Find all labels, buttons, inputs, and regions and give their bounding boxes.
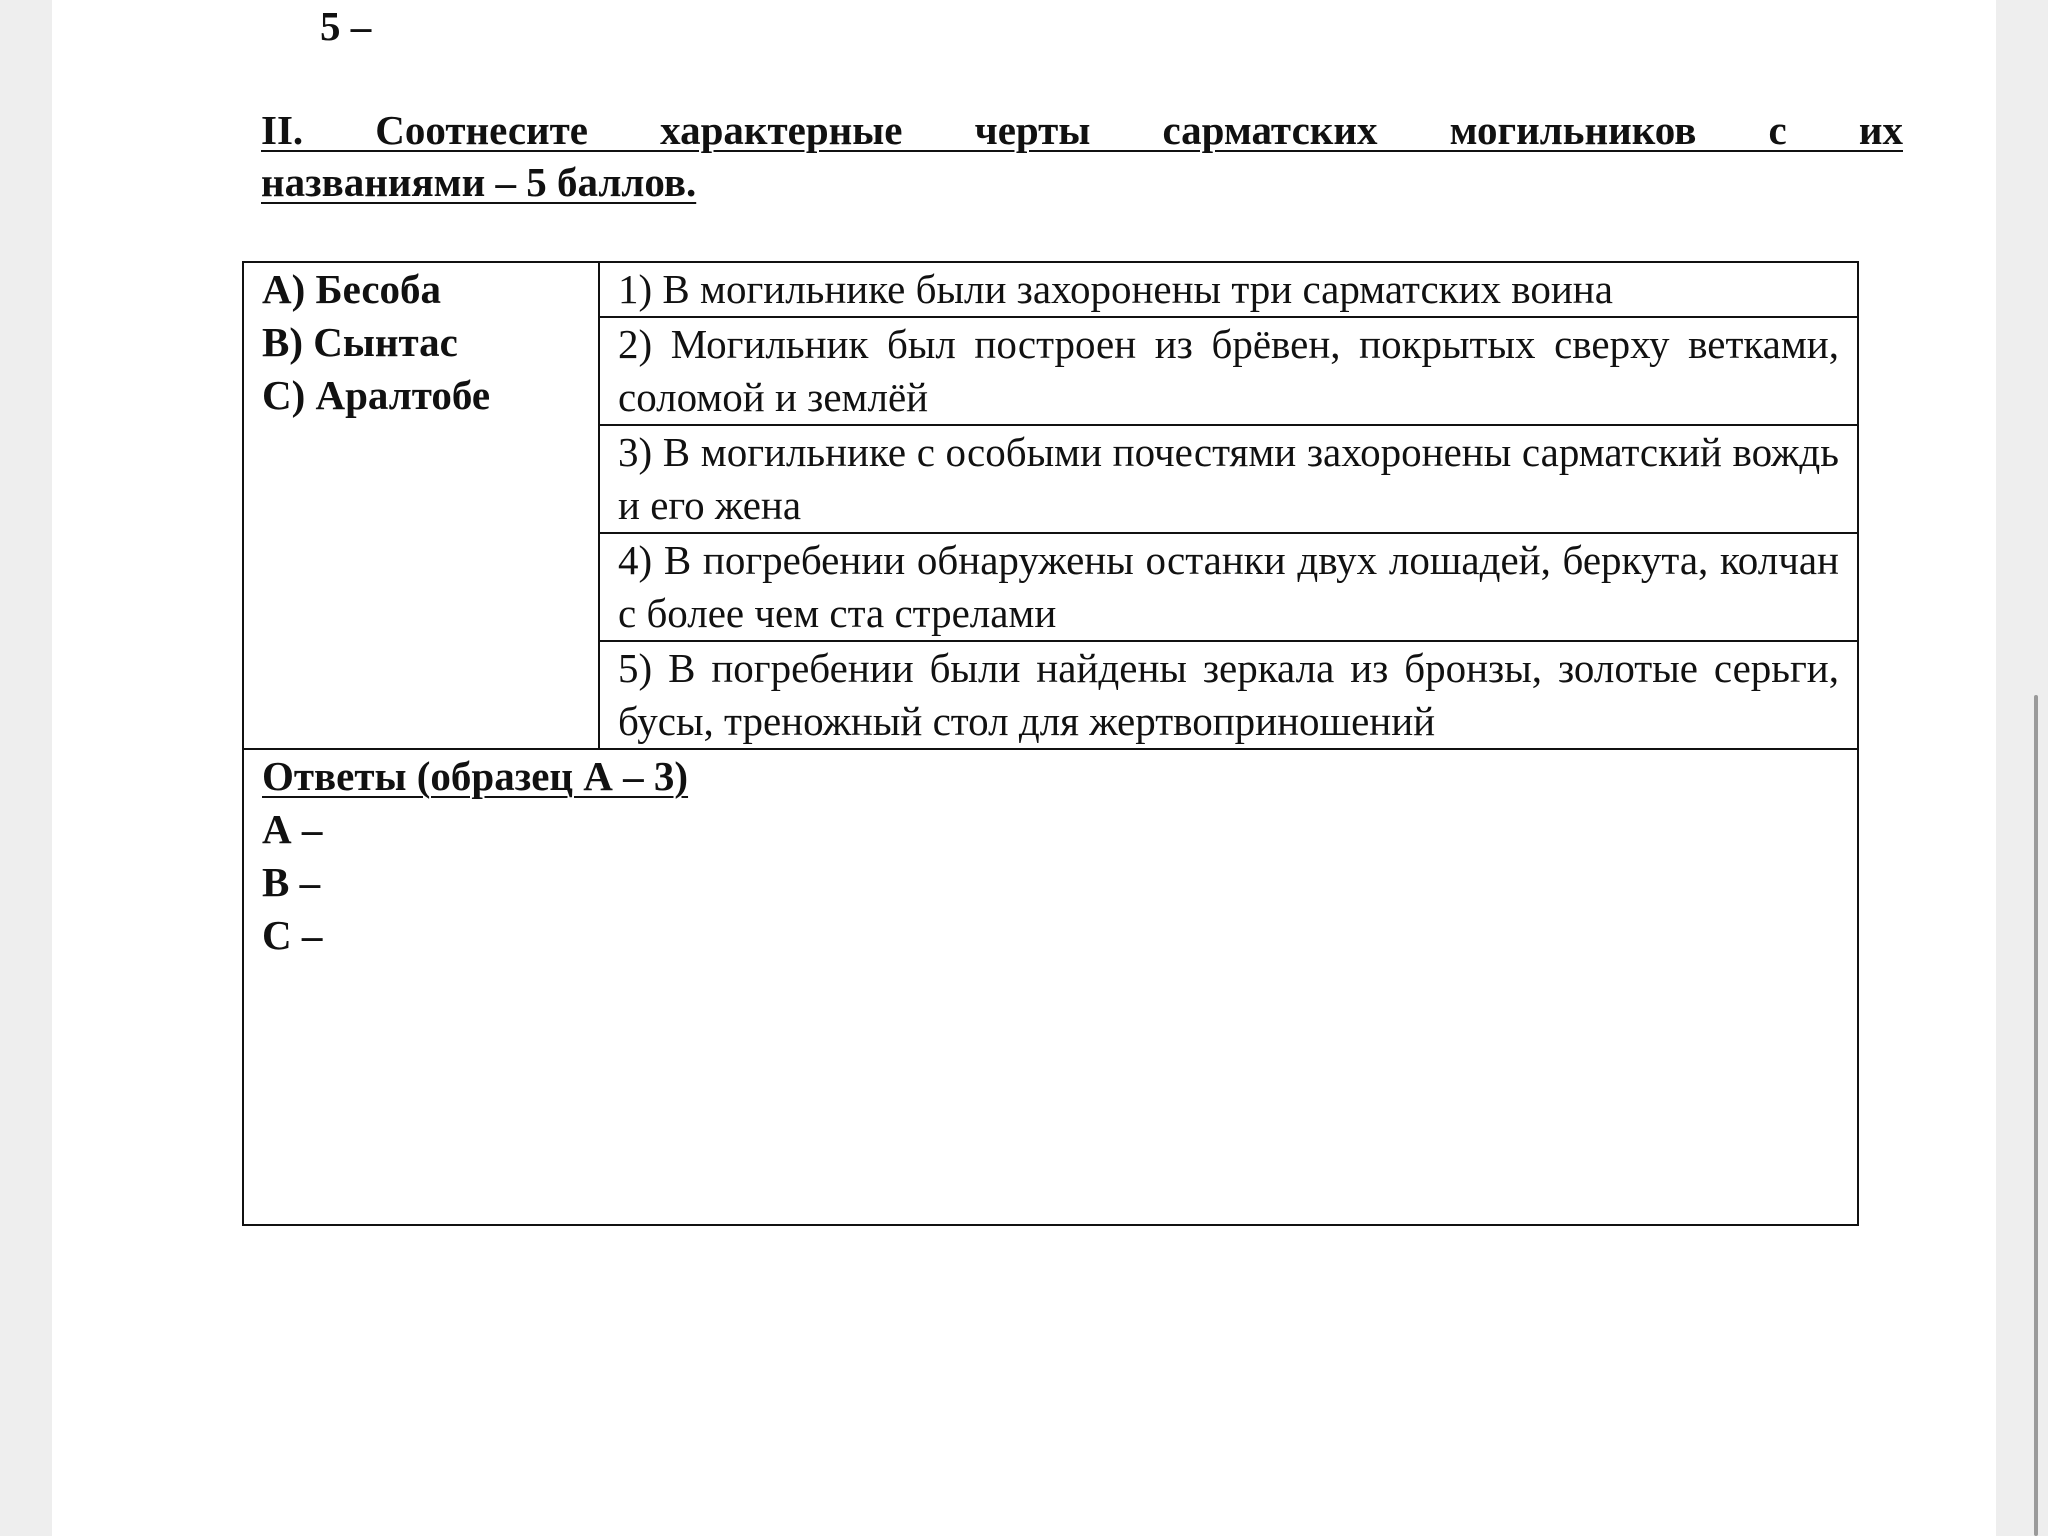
burial-name-araltobe: С) Аралтобе [262,372,491,418]
answers-cell [243,749,1858,1225]
task-heading-line-1: II. Соотнесите характерные черты сарматских могильников с их [261,107,1903,153]
answer-line-c: С – [262,912,323,958]
burial-name-besoba: А) Бесоба [262,266,442,312]
table-row [243,749,1858,1225]
task-heading-line-2: названиями – 5 баллов. [261,159,697,205]
feature-item-5: 5) В погребении были найдены зеркала из бронзы, золотые серьги, бусы, треножный стол для жертвоприношений [599,641,1858,749]
scrollbar[interactable] [2034,695,2038,1536]
answers-title: Ответы (образец А – 3) [262,753,689,799]
feature-item-2: 2) Могильник был построен из брёвен, покрытых сверху ветками, соломой и землёй [599,317,1858,425]
feature-item-1: 1) В могильнике были захоронены три сарматских воина [599,262,1858,317]
feature-item-4: 4) В погребении обнаружены останки двух лошадей, беркута, колчан с более чем ста стрелами [599,533,1858,641]
feature-item-3: 3) В могильнике с особыми почестями захоронены сарматский вождь и его жена [599,425,1858,533]
answer-line-a: А – [262,806,323,852]
table-row [243,262,1858,317]
previous-answer-line: 5 – [320,3,372,49]
task-heading [261,104,1903,208]
burial-name-syntas: В) Сынтас [262,319,458,365]
burial-names-cell [243,262,599,749]
answer-line-b: В – [262,859,321,905]
matching-table [242,261,1859,1226]
